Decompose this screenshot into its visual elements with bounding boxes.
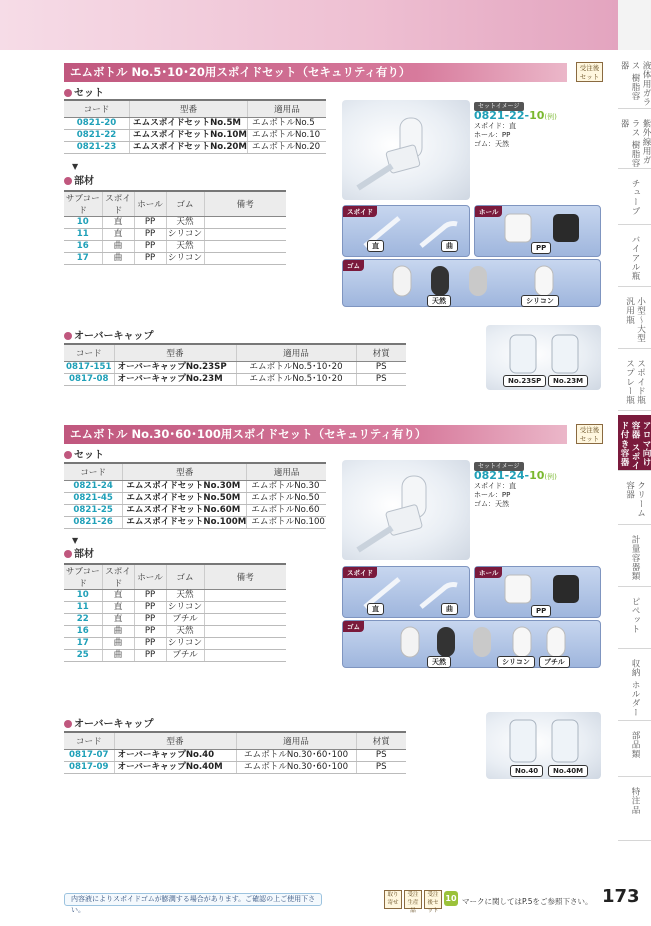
section1-set-photo [342,100,470,200]
table-cell: エムスポイドセットNo.30M [123,480,247,492]
bullet-icon [64,177,72,185]
rubber-tag: ゴム [343,621,364,632]
col-rubber: ゴム [166,564,204,590]
table-row [64,626,286,638]
table-cell: PP [134,614,166,626]
table-row [64,650,286,662]
section2-set-info [474,462,564,509]
table-cell: エムボトルNo.30･60･100 [236,749,356,761]
header-band [0,0,618,50]
table-cell: エムボトルNo.5･10･20 [236,373,356,385]
table-cell: 直 [102,614,134,626]
set-example: (例) [544,113,557,121]
sidebar-item-label: チューブ [630,179,640,216]
section2-set-heading: セット [64,446,104,461]
table-cell: PP [134,638,166,650]
table-cell [204,590,286,602]
page-number: 173 [602,886,640,907]
table-row [64,590,286,602]
section1-overcap-heading: オーバーキャップ [64,327,154,342]
section1-overcap-photo [486,325,601,390]
bullet-icon [64,451,72,459]
table-cell: 0821-24 [64,480,123,492]
section1-overcap-table [64,343,406,386]
table-cell [204,217,286,229]
sidebar-item-2[interactable] [618,173,651,225]
sidebar-item-label: 紫外線用ガラス 樹脂容器 [619,119,651,168]
table-row [64,253,286,265]
set-example: (例) [544,473,557,481]
table-cell: エムボトルNo.20 [247,141,326,153]
col-subcode: サブコード [64,191,102,217]
table-cell: 天然 [166,590,204,602]
col-model: 型番 [123,463,247,480]
table-row [64,141,326,153]
sidebar-item-label: 小型〜大型 汎用瓶 [624,297,646,343]
section2-hole-photo [474,566,601,618]
set-line: ホール：PP [474,491,511,499]
table-cell: 直 [102,590,134,602]
table-cell: 17 [64,638,102,650]
table-row [64,602,286,614]
set-line: ゴム：天然 [474,500,509,508]
table-row [64,361,406,373]
col-hole: ホール [134,191,166,217]
table-cell: 22 [64,614,102,626]
table-cell: 0821-26 [64,516,123,528]
table-cell: ブチル [166,614,204,626]
dropper-set-icon [342,460,470,560]
table-cell [204,650,286,662]
table-row [64,373,406,385]
table-cell: 0821-20 [64,117,130,129]
ten-mark-icon: 10 [444,891,458,906]
section1-title: エムボトル No.5･10･20用スポイドセット（セキュリティ有り） [64,63,567,82]
rubber-butyl-label: ブチル [539,656,570,668]
table-row [64,749,406,761]
table-cell [204,614,286,626]
col-applicable: 適用品 [236,732,356,749]
header-band-right [618,0,651,50]
dropper-set-icon [342,100,470,200]
production-badge-icon: 受注生産品 [404,890,422,909]
table-row [64,638,286,650]
footer-caution-note: 内容液によりスポイドゴムが膨潤する場合があります。ご確認の上ご使用下さい。 [64,893,322,906]
table-cell: PP [134,217,166,229]
sidebar-item-label: ピペット [630,597,640,634]
set-code: 0821-24-10 [474,469,545,482]
section2-overcap-photo [486,712,601,779]
table-cell: オーバーキャップNo.23SP [114,361,236,373]
section2-set-table [64,462,326,529]
table-cell: 0821-45 [64,492,123,504]
table-cell: PS [356,761,406,773]
rubber-tag: ゴム [343,260,364,271]
table-row [64,229,286,241]
col-spoid: スポイド [102,191,134,217]
table-cell: 曲 [102,241,134,253]
table-row [64,241,286,253]
table-row [64,504,326,516]
table-cell: PP [134,602,166,614]
sidebar-item-label: アロマ向け容器 スポイド付き容器 [619,421,651,470]
table-cell [204,638,286,650]
sidebar-item-label: スポイド瓶 スプレー瓶 [624,359,646,405]
sidebar-item-label: バイアル瓶 [630,235,640,281]
section2-spoid-photo [342,566,470,618]
table-cell [204,602,286,614]
table-cell: シリコン [167,229,203,239]
table-cell: シリコン [167,638,203,648]
table-cell: 17 [64,253,102,265]
section2-set-photo [342,460,470,560]
table-cell: PP [134,253,166,265]
table-cell: 10 [64,217,102,229]
table-cell: エムボトルNo.5 [247,117,326,129]
table-cell: PS [356,373,406,385]
spoid-straight-label: 直 [367,240,384,252]
table-cell: 0817-08 [64,373,114,385]
sidebar-item-9[interactable] [618,591,651,649]
section1-set-heading: セット [64,84,104,99]
sidebar-item-label: 計量容器類 [630,535,640,581]
table-cell: エムスポイドセットNo.10M [130,129,248,141]
sidebar-item-4[interactable] [618,291,651,349]
section2-parts-heading: 部材 [64,545,94,560]
spoid-tag: スポイド [343,206,377,217]
sidebar-item-1[interactable] [618,113,651,169]
table-cell: エムボトルNo.50 [247,492,326,504]
footer-mark-reference: マークに関してはP.5をご参照下さい。 [462,897,593,906]
table-cell: 10 [64,590,102,602]
section1-parts-table [64,190,286,265]
table-cell: 曲 [102,253,134,265]
set-badge-icon: 受注後セット [424,890,442,909]
table-cell: 0817-09 [64,761,114,773]
col-subcode: サブコード [64,564,102,590]
table-cell: エムボトルNo.100 [247,516,326,528]
section1-spoid-photo [342,205,470,257]
table-cell: 16 [64,626,102,638]
table-cell: 25 [64,650,102,662]
table-cell: エムボトルNo.5･10･20 [236,361,356,373]
sidebar-item-10[interactable] [618,653,651,721]
table-cell [204,229,286,241]
table-cell: エムスポイドセットNo.100M [123,516,247,528]
order-badge-icon: 取り寄せ [384,890,402,909]
col-model: 型番 [114,732,236,749]
col-remarks: 備考 [204,564,286,590]
col-code: コード [64,732,114,749]
hole-pp-label: PP [531,605,551,617]
bullet-icon [64,550,72,558]
table-cell: エムスポイドセットNo.50M [123,492,247,504]
sidebar-item-label: クリーム容器 [624,481,646,518]
table-cell: 11 [64,602,102,614]
table-cell: PP [134,626,166,638]
section2-title: エムボトル No.30･60･100用スポイドセット（セキュリティ有り） [64,425,567,444]
table-cell: エムボトルNo.60 [247,504,326,516]
sidebar-item-5[interactable] [618,353,651,411]
table-cell: エムボトルNo.10 [247,129,326,141]
col-code: コード [64,344,114,361]
table-row [64,117,326,129]
col-spoid: スポイド [102,564,134,590]
col-rubber: ゴム [166,191,204,217]
table-cell: 天然 [166,241,204,253]
category-sidebar [618,55,651,926]
table-cell: エムボトルNo.30 [247,480,326,492]
table-cell: 0821-23 [64,141,130,153]
table-cell: 直 [102,602,134,614]
set-line: スポイド：直 [474,122,516,130]
table-cell: エムスポイドセットNo.5M [130,117,248,129]
col-applicable: 適用品 [236,344,356,361]
overcap-23m-label: No.23M [548,375,588,387]
bullet-icon [64,89,72,97]
sidebar-item-label: 収納 ホルダー [630,659,640,717]
set-line: ホール：PP [474,131,511,139]
overcap-40m-label: No.40M [548,765,588,777]
hole-tag: ホール [475,567,502,578]
col-applicable: 適用品 [247,100,326,117]
table-cell: ブチル [166,650,204,662]
section1-order-badge: 受注後 セット [576,62,603,82]
col-applicable: 適用品 [247,463,326,480]
table-cell: PS [356,749,406,761]
sidebar-item-label: 特注品 [630,787,640,815]
table-cell: 曲 [102,638,134,650]
sidebar-item-label: 液体用ガラス 樹脂容器 [619,61,651,107]
sidebar-item-3[interactable] [618,229,651,287]
spoid-tag: スポイド [343,567,377,578]
sidebar-item-7[interactable] [618,475,651,525]
table-row [64,516,326,528]
set-image-tag: セットイメージ [474,102,524,111]
sidebar-item-label: 部品類 [630,731,640,759]
rubber-natural-label: 天然 [427,295,451,307]
section1-set-table [64,99,326,154]
table-cell: オーバーキャップNo.40M [114,761,236,773]
overcap-23sp-label: No.23SP [503,375,546,387]
table-row [64,217,286,229]
rubber-silicone-label: シリコン [497,656,535,668]
table-row [64,129,326,141]
table-cell: 天然 [166,217,204,229]
bullet-icon [64,332,72,340]
section2-overcap-heading: オーバーキャップ [64,715,154,730]
table-cell [204,253,286,265]
table-cell: 0817-151 [64,361,114,373]
table-cell: オーバーキャップNo.40 [114,749,236,761]
table-row [64,492,326,504]
col-material: 材質 [356,732,406,749]
section2-order-badge: 受注後 セット [576,424,603,444]
bullet-icon [64,720,72,728]
overcap-40-label: No.40 [510,765,543,777]
arrow-down-icon: ▼ [72,162,79,171]
arrow-down-icon: ▼ [72,536,79,545]
table-cell: 0821-25 [64,504,123,516]
table-cell: シリコン [167,602,203,612]
col-model: 型番 [114,344,236,361]
col-material: 材質 [356,344,406,361]
hole-tag: ホール [475,206,502,217]
col-remarks: 備考 [204,191,286,217]
table-cell: 曲 [102,650,134,662]
sidebar-item-12[interactable] [618,781,651,841]
table-cell [204,626,286,638]
table-cell: PP [134,229,166,241]
table-cell [204,241,286,253]
table-cell: 曲 [102,626,134,638]
table-row [64,480,326,492]
table-row [64,761,406,773]
table-cell: 0817-07 [64,749,114,761]
set-image-tag: セットイメージ [474,462,524,471]
table-cell: 11 [64,229,102,241]
col-code: コード [64,463,123,480]
col-code: コード [64,100,130,117]
spoid-curved-label: 曲 [441,603,458,615]
table-cell: 直 [102,217,134,229]
set-code: 0821-22-10 [474,109,545,122]
sidebar-item-0[interactable] [618,55,651,109]
table-cell: エムスポイドセットNo.20M [130,141,248,153]
col-model: 型番 [130,100,248,117]
table-cell: 直 [102,229,134,241]
table-cell: PP [134,241,166,253]
table-cell: 0821-22 [64,129,130,141]
rubber-silicone-label: シリコン [521,295,559,307]
section1-set-info [474,102,564,149]
table-row [64,614,286,626]
table-cell: オーバーキャップNo.23M [114,373,236,385]
set-line: ゴム：天然 [474,140,509,148]
spoid-straight-label: 直 [367,603,384,615]
table-cell: 16 [64,241,102,253]
table-cell: PS [356,361,406,373]
set-line: スポイド：直 [474,482,516,490]
rubber-bulb-icon [343,260,602,308]
sidebar-item-11[interactable] [618,725,651,777]
section1-hole-photo [474,205,601,257]
hole-pp-label: PP [531,242,551,254]
sidebar-item-6[interactable] [618,415,651,471]
section1-rubber-photo [342,259,601,307]
table-cell: エムスポイドセットNo.60M [123,504,247,516]
table-cell: シリコン [167,253,203,263]
section2-rubber-photo [342,620,601,668]
spoid-curved-label: 曲 [441,240,458,252]
table-cell: PP [134,650,166,662]
section2-overcap-table [64,731,406,774]
section2-parts-table [64,563,286,662]
sidebar-item-8[interactable] [618,529,651,587]
section1-parts-heading: 部材 [64,172,94,187]
table-cell: エムボトルNo.30･60･100 [236,761,356,773]
rubber-natural-label: 天然 [427,656,451,668]
table-cell: PP [134,590,166,602]
col-hole: ホール [134,564,166,590]
table-cell: 天然 [166,626,204,638]
